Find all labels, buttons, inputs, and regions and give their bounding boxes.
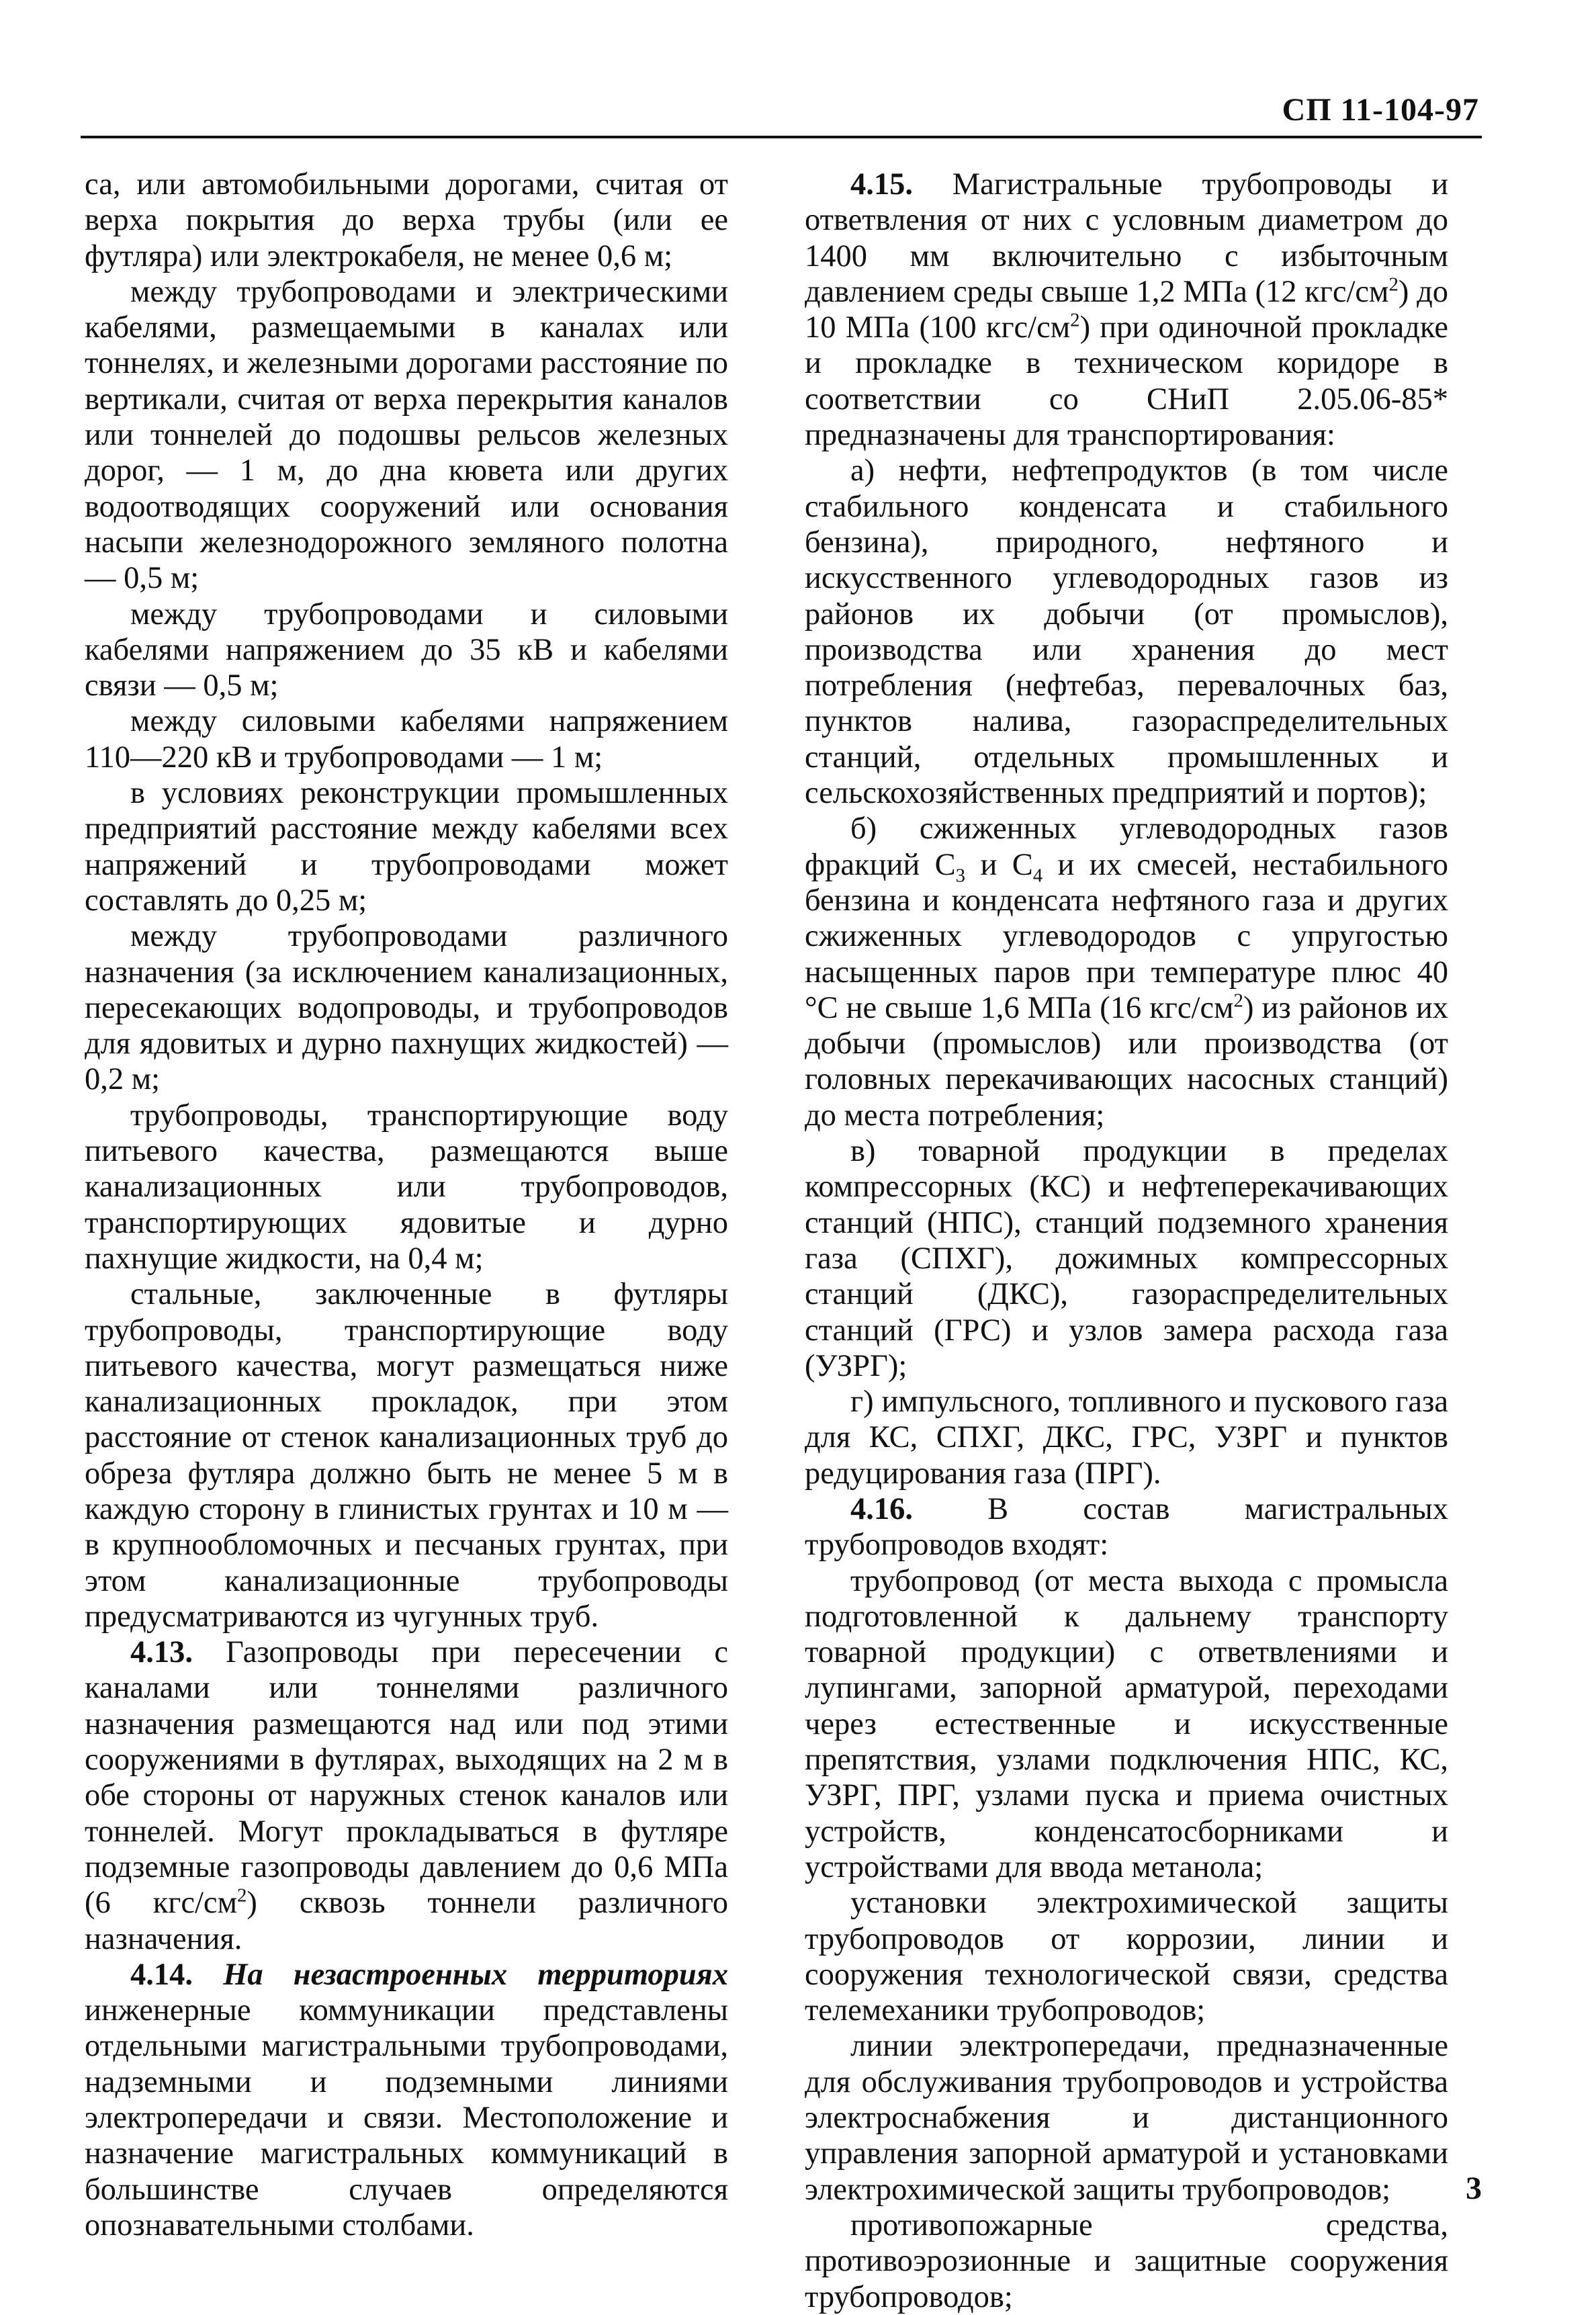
superscript: 2 <box>1388 273 1399 296</box>
page-header <box>81 87 1482 138</box>
paragraph: противопожарные средства, противоэрозионные и защитные сооружения трубопроводов; <box>805 2208 1448 2314</box>
paragraph: между трубопроводами различного назначения (за исключением канализационных, пересекающих водопроводы, и трубопроводов для ядовитых и дурно пахнущих жидкостей) — 0,2 м; <box>85 919 728 1097</box>
paragraph-text: В состав магистральных трубопроводов входят: <box>805 1491 1448 1563</box>
paragraph-text: ) до 10 МПа (100 кгс/см <box>805 274 1448 345</box>
paragraph: между трубопроводами и электрическими кабелями, размещаемыми в каналах или тоннелях, и железными дорогами расстояние по вертикали, считая от верха перекрытия каналов или тоннелей до подошвы рельсов железных дорог, — 1 м, до дна кювета или других водоотводящих сооружений или основания насыпи железнодорожного земляного полотна — 0,5 м; <box>85 274 728 596</box>
paragraph-text: и С <box>965 847 1033 882</box>
section-4-14 <box>85 1957 728 2243</box>
section-4-15 <box>805 167 1448 453</box>
superscript: 2 <box>1070 309 1080 331</box>
paragraph-text: ) при одиночной прокладке и прокладке в техническом коридоре в соответствии со СНиП 2.05.06-85* предназначены для транспортирования: <box>805 310 1448 453</box>
paragraph: в условиях реконструкции промышленных предприятий расстояние между кабелями всех напряжений и трубопроводами может составлять до 0,25 м; <box>85 776 728 918</box>
paragraph: установки электрохимической защиты трубопроводов от коррозии, линии и сооружения технологической связи, средства телемеханики трубопроводов; <box>805 1886 1448 2028</box>
section-number: 4.14. <box>130 1957 193 1992</box>
paragraph: линии электропередачи, предназначенные для обслуживания трубопроводов и устройства электроснабжения и дистанционного управления запорной арматурой и установками электрохимической защиты трубопроводов; <box>805 2029 1448 2207</box>
paragraph-text: ) из районов их добычи (промыслов) или производства (от головных перекачивающих насосных станций) до места потребления; <box>805 990 1448 1133</box>
subscript: 4 <box>1032 864 1043 886</box>
superscript: 2 <box>1233 990 1243 1012</box>
list-item-a: а) нефти, нефтепродуктов (в том числе стабильного конденсата и стабильного бензина), природного, нефтяного и искусственного углеводородных газов из районов их добычи (от промыслов), производства или хранения до мест потребления (нефтебаз, перевалочных баз, пунктов налива, газораспределительных станций, отдельных промышленных и сельскохозяйственных предприятий и портов); <box>805 453 1448 811</box>
left-column <box>85 167 728 2243</box>
paragraph-text: и их смесей, нестабильного бензина и конденсата нефтяного газа и других сжиженных углеводородов с упругостью насыщенных паров при температуре плюс 40 °С не свыше 1,6 МПа (16 кгс/см <box>805 847 1448 1025</box>
paragraph-text: ) сквозь тоннели различного назначения. <box>85 1886 728 1956</box>
paragraph: стальные, заключенные в футляры трубопроводы, транспортирующие воду питьевого качества, могут размещаться ниже канализационных прокладок, при этом расстояние от стенок канализационных труб до обреза футляра должно быть не менее 5 м в каждую сторону в глинистых грунтах и 10 м — в крупнообломочных и песчаных грунтах, при этом канализационные трубопроводы предусматриваются из чугунных труб. <box>85 1277 728 1634</box>
paragraph-text: Магистральные трубопроводы и ответвления от них с условным диаметром до 1400 мм включительно с избыточным давлением среды свыше 1,2 МПа (12 кгс/см <box>805 167 1448 309</box>
paragraph: трубопроводы, транспортирующие воду питьевого качества, размещаются выше канализационных или трубопроводов, транспортирующих ядовитые и дурно пахнущие жидкости, на 0,4 м; <box>85 1098 728 1276</box>
emphasized-lead: На незастроенных территориях <box>193 1957 728 1992</box>
superscript: 2 <box>237 1884 247 1907</box>
section-number: 4.15. <box>850 167 913 202</box>
section-4-16 <box>805 1491 1448 1563</box>
document-code: СП 11-104-97 <box>1282 92 1479 128</box>
paragraph-text: б) сжиженных углеводородных газов фракций С <box>805 812 1448 882</box>
paragraph-text: Газопроводы при пересечении с каналами или тоннелями различного назначения размещаются над или под этими сооружениями в футлярах, выходящих на 2 м в обе стороны от наружных стенок каналов или тоннелей. Могут прокладываться в футляре подземные газопроводы давлением до 0,6 МПа (6 кгс/см <box>85 1635 728 1921</box>
paragraph: между трубопроводами и силовыми кабелями напряжением до 35 кВ и кабелями связи — 0,5 м; <box>85 597 728 703</box>
list-item-g: г) импульсного, топливного и пускового газа для КС, СПХГ, ДКС, ГРС, УЗРГ и пунктов редуцирования газа (ПРГ). <box>805 1385 1448 1491</box>
paragraph-text: инженерные коммуникации представлены отдельными магистральными трубопроводами, надземными и подземными линиями электропередачи и связи. Местоположение и назначение магистральных коммуникаций в большинстве случаев определяются опознавательными столбами. <box>85 1993 728 2242</box>
paragraph: са, или автомобильными дорогами, считая от верха покрытия до верха трубы (или ее футляра) или электрокабеля, не менее 0,6 м; <box>85 167 728 273</box>
paragraph: трубопровод (от места выхода с промысла подготовленной к дальнему транспорту товарной продукции) с ответвлениями и лупингами, запорной арматурой, переходами через естественные и искусственные препятствия, узлами подключения НПС, КС, УЗРГ, ПРГ, узлами пуска и приема очистных устройств, конденсатосборниками и устройствами для ввода метанола; <box>805 1563 1448 1884</box>
section-number: 4.16. <box>850 1491 913 1526</box>
section-4-13 <box>85 1634 728 1957</box>
section-number: 4.13. <box>130 1635 193 1670</box>
list-item-b <box>805 811 1448 1133</box>
paragraph: между силовыми кабелями напряжением 110—220 кВ и трубопроводами — 1 м; <box>85 704 728 775</box>
page-number: 3 <box>1466 2171 1482 2206</box>
subscript: 3 <box>955 864 966 886</box>
list-item-v: в) товарной продукции в пределах компрессорных (КС) и нефтеперекачивающих станций (НПС), станций подземного хранения газа (СПХГ), дожимных компрессорных станций (ДКС), газораспределительных станций (ГРС) и узлов замера расхода газа (УЗРГ); <box>805 1134 1448 1383</box>
right-column <box>805 167 1448 2315</box>
